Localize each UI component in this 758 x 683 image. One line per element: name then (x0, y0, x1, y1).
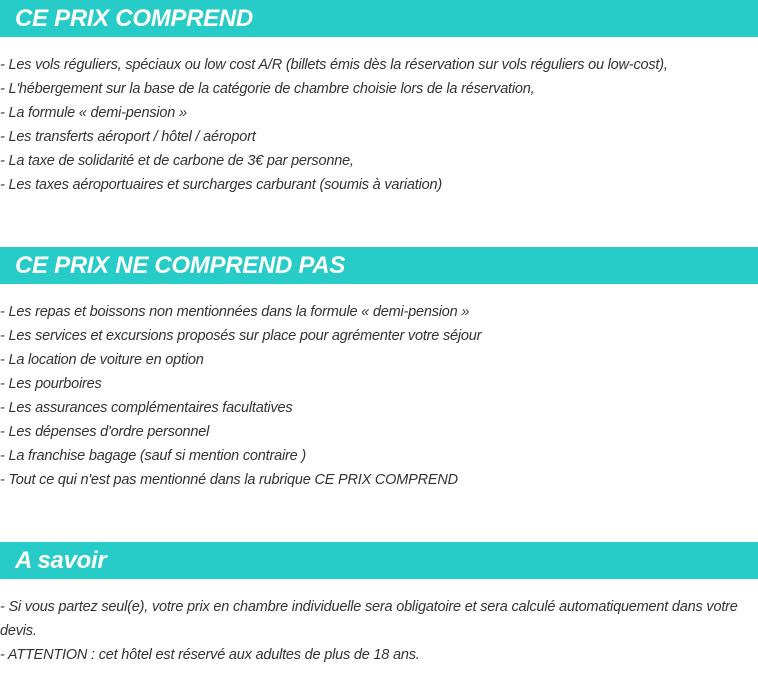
included-item: - La formule « demi-pension » (0, 105, 187, 121)
info-item: - Si vous partez seul(e), votre prix en chambre individuelle sera obligatoire et sera calculé automatiquement dans votre devis. (0, 599, 738, 639)
included-item: - Les vols réguliers, spéciaux ou low cost A/R (billets émis dès la réservation sur vols réguliers ou low-cost), (0, 57, 668, 73)
info-item: - ATTENTION : cet hôtel est réservé aux adultes de plus de 18 ans. (0, 647, 420, 663)
section-title-included: CE PRIX COMPREND (0, 0, 758, 37)
included-item: - La taxe de solidarité et de carbone de 3€ par personne, (0, 153, 354, 169)
excluded-item: - Tout ce qui n'est pas mentionné dans la rubrique CE PRIX COMPREND (0, 472, 458, 488)
info-list (0, 595, 758, 667)
included-list (0, 53, 758, 197)
included-item: - L'hébergement sur la base de la catégorie de chambre choisie lors de la réservation, (0, 81, 535, 97)
excluded-item: - La location de voiture en option (0, 352, 204, 368)
excluded-item: - Les repas et boissons non mentionnées dans la formule « demi-pension » (0, 304, 470, 320)
included-item: - Les taxes aéroportuaires et surcharges carburant (soumis à variation) (0, 177, 442, 193)
included-item: - Les transferts aéroport / hôtel / aéroport (0, 129, 256, 145)
excluded-item: - Les assurances complémentaires facultatives (0, 400, 293, 416)
section-title-info: A savoir (0, 542, 758, 579)
excluded-list (0, 300, 758, 492)
section-excluded (0, 247, 758, 492)
excluded-item: - Les dépenses d'ordre personnel (0, 424, 210, 440)
excluded-item: - La franchise bagage (sauf si mention contraire ) (0, 448, 306, 464)
section-included (0, 0, 758, 197)
excluded-item: - Les pourboires (0, 376, 102, 392)
excluded-item: - Les services et excursions proposés sur place pour agrémenter votre séjour (0, 328, 482, 344)
section-info (0, 542, 758, 667)
section-title-excluded: CE PRIX NE COMPREND PAS (0, 247, 758, 284)
